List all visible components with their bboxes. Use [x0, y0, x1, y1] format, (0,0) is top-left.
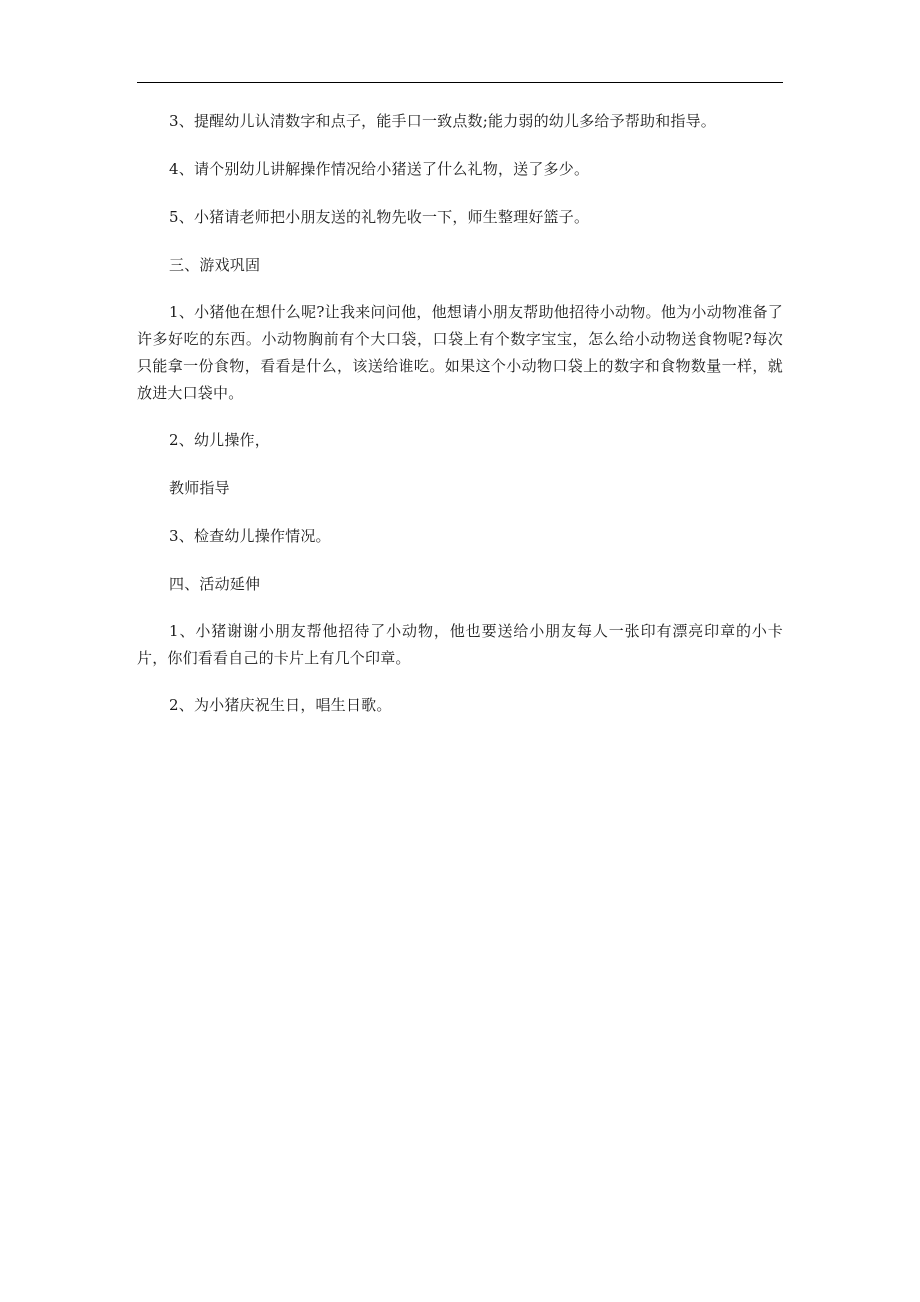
- paragraph-game-2: 2、幼儿操作，: [169, 431, 270, 449]
- paragraph-item-4: 4、请个别幼儿讲解操作情况给小猪送了什么礼物，送了多少。: [169, 160, 590, 178]
- section-heading-game: 三、游戏巩固: [169, 256, 261, 274]
- paragraph-item-3: 3、提醒幼儿认清数字和点子，能手口一致点数;能力弱的幼儿多给予帮助和指导。: [169, 112, 717, 130]
- paragraph-item-5: 5、小猪请老师把小朋友送的礼物先收一下，师生整理好篮子。: [169, 208, 590, 226]
- paragraph-extension-2: 2、为小猪庆祝生日，唱生日歌。: [169, 696, 392, 714]
- paragraph-extension-1: 1、小猪谢谢小朋友帮他招待了小动物，他也要送给小朋友每人一张印有漂亮印章的小卡片，你们看看自己的卡片上有几个印章。: [137, 622, 783, 667]
- paragraph-teacher-guide: 教师指导: [169, 479, 230, 497]
- document-body: [137, 108, 783, 719]
- section-heading-extension: 四、活动延伸: [169, 575, 261, 593]
- paragraph-game-1: 1、小猪他在想什么呢?让我来问问他，他想请小朋友帮助他招待小动物。他为小动物准备了许多好吃的东西。小动物胸前有个大口袋，口袋上有个数字宝宝，怎么给小动物送食物呢?每次只能拿一份食物，看看是什么，该送给谁吃。如果这个小动物口袋上的数字和食物数量一样，就放进大口袋中。: [137, 303, 783, 402]
- paragraph-game-3: 3、检查幼儿操作情况。: [169, 527, 331, 545]
- header-rule: [137, 82, 783, 83]
